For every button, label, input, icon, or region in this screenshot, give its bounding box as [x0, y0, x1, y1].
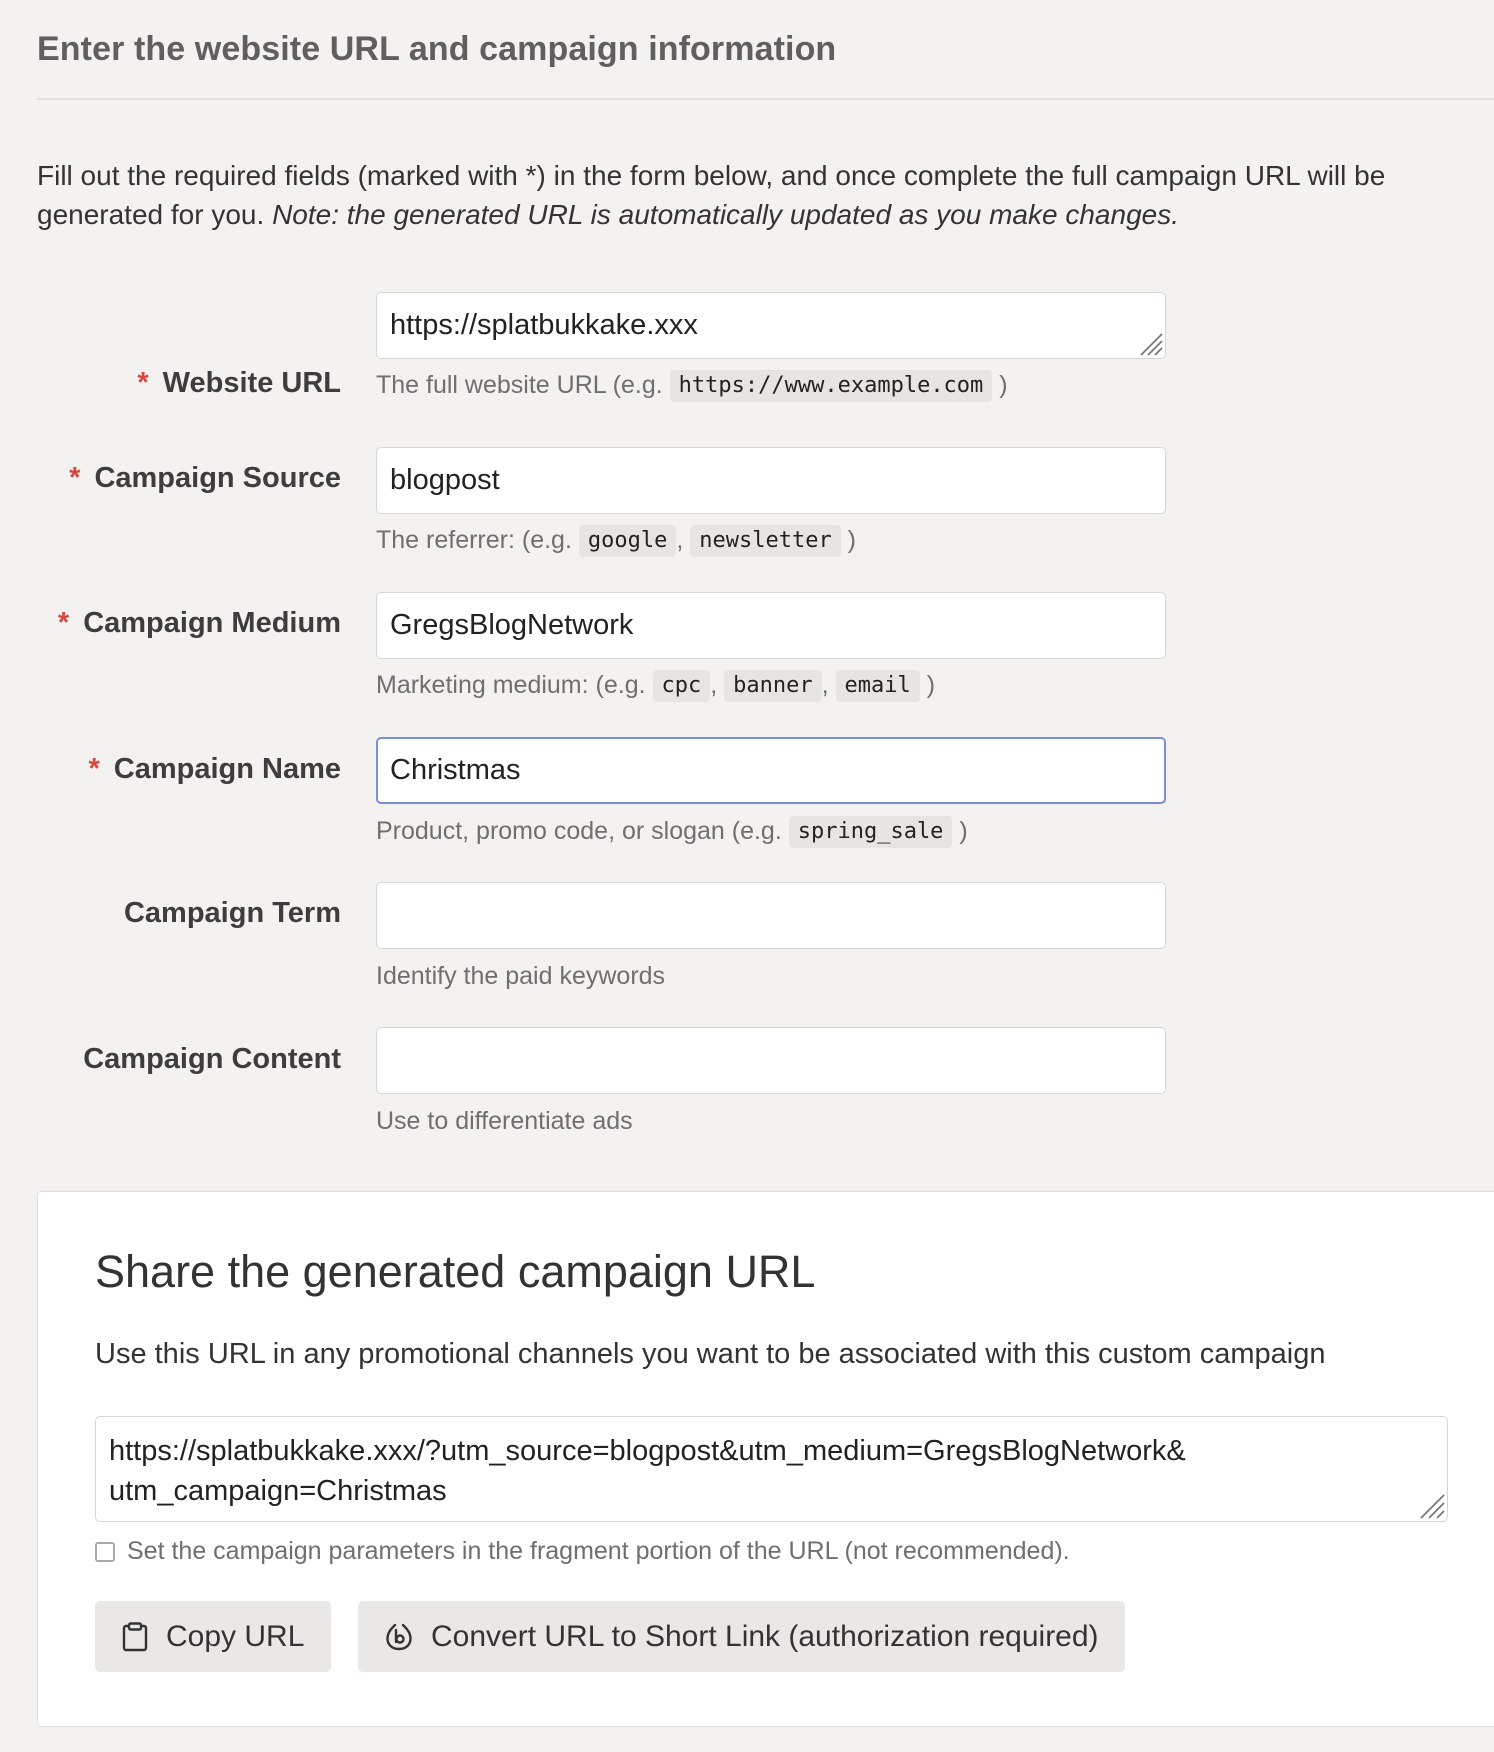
campaign-medium-value: GregsBlogNetwork [390, 609, 634, 641]
campaign-source-value: blogpost [390, 464, 500, 496]
generated-url-textarea[interactable] [95, 1416, 1448, 1522]
intro-text [37, 156, 1487, 234]
campaign-source-label [69, 462, 341, 495]
website-url-label-text: Website URL [162, 367, 341, 399]
campaign-term-input[interactable] [376, 882, 1166, 949]
help-suffix: ) [999, 371, 1008, 399]
campaign-medium-label [58, 607, 341, 640]
campaign-source-label-text: Campaign Source [94, 462, 341, 494]
campaign-medium-help [376, 670, 935, 702]
separator: , [710, 671, 718, 699]
campaign-source-input[interactable] [376, 447, 1166, 514]
resize-grip-icon[interactable] [1137, 330, 1163, 356]
help-prefix: Product, promo code, or slogan (e.g. [376, 817, 782, 845]
campaign-term-help: Identify the paid keywords [376, 962, 666, 990]
fragment-option[interactable] [95, 1537, 1070, 1566]
campaign-content-label: Campaign Content [83, 1043, 341, 1075]
share-panel [37, 1191, 1494, 1727]
campaign-name-value: Christmas [390, 754, 521, 786]
copy-url-label: Copy URL [166, 1619, 305, 1653]
campaign-term-label: Campaign Term [123, 897, 341, 929]
required-marker: * [88, 753, 100, 785]
campaign-source-help [376, 525, 856, 557]
website-url-help [376, 370, 1008, 402]
short-link-button[interactable] [358, 1601, 1125, 1672]
section-divider [37, 98, 1494, 100]
help-suffix: ) [847, 526, 856, 554]
example-code: spring_sale [789, 816, 953, 848]
required-marker: * [69, 462, 81, 494]
intro-note: Note: the generated URL is automatically updated as you make changes. [272, 199, 1179, 230]
intro-main-text: Fill out the required fields (marked with *) in the form below, and once complete the full campaign URL will be generated for you. [37, 160, 1386, 230]
section-title: Enter the website URL and campaign information [37, 30, 837, 68]
website-url-label [137, 367, 341, 400]
short-link-label: Convert URL to Short Link (authorization required) [431, 1619, 1099, 1653]
required-marker: * [57, 607, 70, 639]
help-prefix: The full website URL (e.g. [376, 371, 663, 399]
campaign-content-help: Use to differentiate ads [376, 1107, 633, 1135]
fragment-checkbox[interactable] [95, 1542, 115, 1562]
fragment-checkbox-label: Set the campaign parameters in the fragment portion of the URL (not recommended). [127, 1537, 1070, 1565]
separator: , [821, 671, 829, 699]
share-title: Share the generated campaign URL [95, 1246, 816, 1297]
website-url-input[interactable] [376, 292, 1166, 359]
bitly-icon [385, 1622, 413, 1652]
help-suffix: ) [926, 671, 936, 699]
generated-url-line: utm_campaign=Christmas [109, 1475, 447, 1507]
campaign-name-help [376, 816, 968, 848]
campaign-name-input[interactable] [376, 737, 1166, 804]
website-url-value: https://splatbukkake.xxx [390, 309, 698, 341]
required-marker: * [137, 367, 149, 399]
example-code: google [579, 525, 676, 557]
example-code: newsletter [690, 525, 840, 557]
separator: , [676, 526, 684, 554]
example-code: https://www.example.com [670, 370, 993, 402]
example-code: banner [724, 670, 821, 702]
campaign-medium-label-text: Campaign Medium [83, 607, 341, 639]
example-code: email [836, 670, 920, 702]
campaign-name-label [88, 753, 341, 786]
generated-url-line: https://splatbukkake.xxx/?utm_source=blogpost&utm_medium=GregsBlogNetwork& [109, 1435, 1186, 1467]
share-description: Use this URL in any promotional channels you want to be associated with this custom campaign [95, 1338, 1326, 1370]
help-prefix: Marketing medium: (e.g. [376, 671, 646, 699]
example-code: cpc [653, 670, 711, 702]
campaign-name-label-text: Campaign Name [113, 753, 341, 785]
copy-url-button[interactable] [95, 1601, 331, 1672]
campaign-medium-input[interactable] [376, 592, 1166, 659]
campaign-content-input[interactable] [376, 1027, 1166, 1094]
help-suffix: ) [959, 817, 968, 845]
resize-grip-icon[interactable] [1417, 1491, 1445, 1519]
clipboard-icon [122, 1622, 148, 1652]
help-prefix: The referrer: (e.g. [376, 526, 572, 554]
